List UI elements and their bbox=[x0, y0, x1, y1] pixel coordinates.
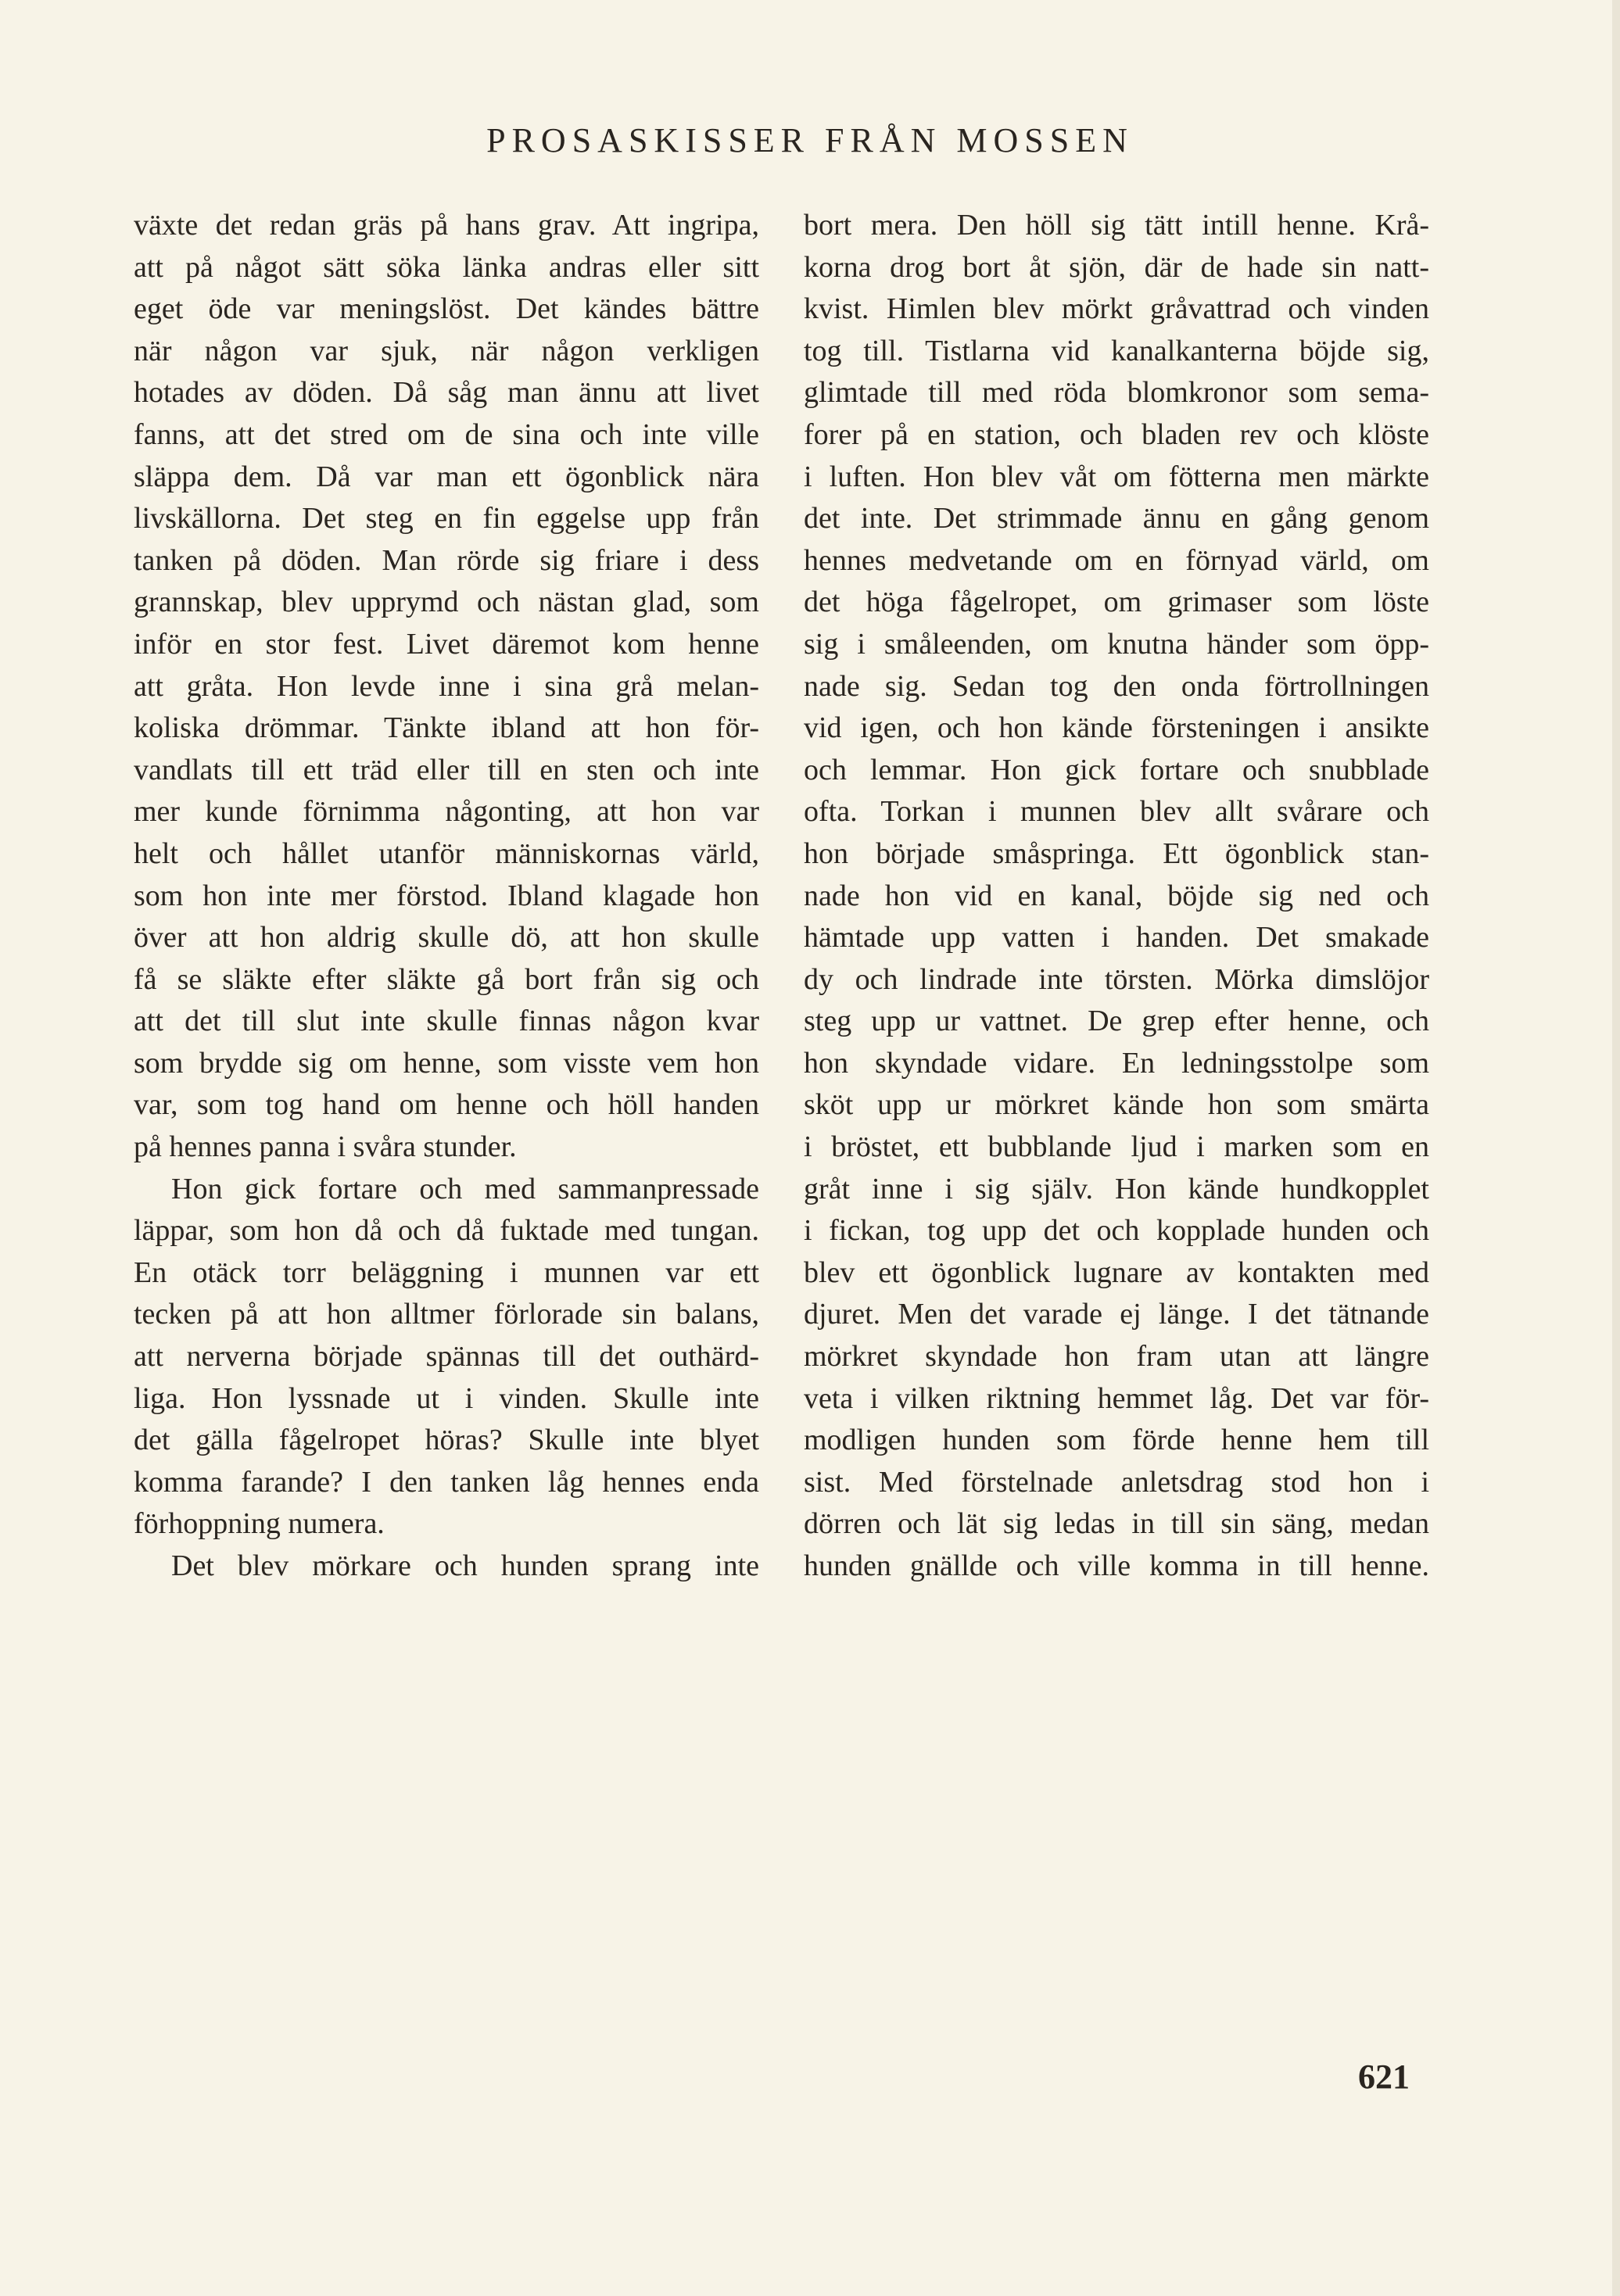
text-line: koliska drömmar. Tänkte ibland att hon för- bbox=[134, 711, 759, 745]
text-line: forer på en station, och bladen rev och klöste bbox=[804, 417, 1429, 451]
text-line: det höga fågelropet, om grimaser som löste bbox=[804, 586, 1429, 619]
text-line: helt och hållet utanför människornas värld, bbox=[134, 836, 759, 870]
text-line: bort mera. Den höll sig tätt intill henne. Krå- bbox=[804, 209, 1429, 242]
text-line: få se släkte efter släkte gå bort från sig och bbox=[134, 962, 759, 996]
text-line: vid igen, och hon kände försteningen i ansikte bbox=[804, 711, 1429, 745]
text-line: släppa dem. Då var man ett ögonblick nära bbox=[134, 460, 759, 493]
text-line: på hennes panna i svåra stunder. bbox=[134, 1130, 517, 1164]
text-line: grannskap, blev upprymd och nästan glad, som bbox=[134, 586, 759, 619]
text-line: glimtade till med röda blomkronor som sema- bbox=[804, 376, 1429, 410]
text-line: tecken på att hon alltmer förlorade sin balans, bbox=[134, 1298, 759, 1331]
text-line: över att hon aldrig skulle dö, att hon skulle bbox=[134, 921, 759, 955]
text-line: nade sig. Sedan tog den onda förtrollningen bbox=[804, 669, 1429, 703]
text-line: livskällorna. Det steg en fin eggelse upp från bbox=[134, 502, 759, 535]
page-number: 621 bbox=[1358, 2058, 1410, 2096]
text-line: gråt inne i sig själv. Hon kände hundkopplet bbox=[804, 1172, 1429, 1205]
text-line: blev ett ögonblick lugnare av kontakten med bbox=[804, 1255, 1429, 1289]
text-line: det inte. Det strimmade ännu en gång genom bbox=[804, 502, 1429, 535]
text-line: i bröstet, ett bubblande ljud i marken som en bbox=[804, 1130, 1429, 1164]
text-line: hennes medvetande om en förnyad värld, om bbox=[804, 543, 1429, 577]
text-line: Hon gick fortare och med sammanpressade bbox=[171, 1172, 759, 1205]
text-line: liga. Hon lyssnade ut i vinden. Skulle inte bbox=[134, 1381, 759, 1415]
text-line: steg upp ur vattnet. De grep efter henne, och bbox=[804, 1005, 1429, 1038]
text-line: att det till slut inte skulle finnas någon kvar bbox=[134, 1005, 759, 1038]
text-line: förhoppning numera. bbox=[134, 1507, 385, 1541]
text-line: när någon var sjuk, när någon verkligen bbox=[134, 334, 759, 367]
text-line: hunden gnällde och ville komma in till henne. bbox=[804, 1549, 1429, 1582]
text-line: komma farande? I den tanken låg hennes enda bbox=[134, 1465, 759, 1499]
text-line: sköt upp ur mörkret kände hon som smärta bbox=[804, 1088, 1429, 1122]
text-line: mer kunde förnimma någonting, att hon var bbox=[134, 795, 759, 829]
text-line: fanns, att det stred om de sina och inte ville bbox=[134, 417, 759, 451]
text-line: växte det redan gräs på hans grav. Att ingripa, bbox=[134, 209, 759, 242]
text-line: att på något sätt söka länka andras eller sitt bbox=[134, 250, 759, 284]
text-line: veta i vilken riktning hemmet låg. Det var för- bbox=[804, 1381, 1429, 1415]
page-edge bbox=[1612, 0, 1620, 2296]
text-line: som brydde sig om henne, som visste vem hon bbox=[134, 1046, 759, 1080]
text-line: läppar, som hon då och då fuktade med tungan. bbox=[134, 1214, 759, 1248]
text-line: kvist. Himlen blev mörkt gråvattrad och vinden bbox=[804, 292, 1429, 326]
text-line: det gälla fågelropet höras? Skulle inte blyet bbox=[134, 1424, 759, 1457]
text-line: sig i småleenden, om knutna händer som öpp- bbox=[804, 627, 1429, 661]
text-line: Det blev mörkare och hunden sprang inte bbox=[171, 1549, 759, 1582]
text-line: som hon inte mer förstod. Ibland klagade hon bbox=[134, 879, 759, 912]
text-line: mörkret skyndade hon fram utan att längre bbox=[804, 1340, 1429, 1374]
text-line: att gråta. Hon levde inne i sina grå melan- bbox=[134, 669, 759, 703]
text-line: sist. Med förstelnade anletsdrag stod hon i bbox=[804, 1465, 1429, 1499]
text-line: korna drog bort åt sjön, där de hade sin natt- bbox=[804, 250, 1429, 284]
text-line: var, som tog hand om henne och höll handen bbox=[134, 1088, 759, 1122]
text-line: eget öde var meningslöst. Det kändes bättre bbox=[134, 292, 759, 326]
text-line: i luften. Hon blev våt om fötterna men märkte bbox=[804, 460, 1429, 493]
text-line: tanken på döden. Man rörde sig friare i dess bbox=[134, 543, 759, 577]
text-line: nade hon vid en kanal, böjde sig ned och bbox=[804, 879, 1429, 912]
text-line: modligen hunden som förde henne hem till bbox=[804, 1424, 1429, 1457]
text-line: dy och lindrade inte törsten. Mörka dimslöjor bbox=[804, 962, 1429, 996]
text-line: i fickan, tog upp det och kopplade hunden och bbox=[804, 1214, 1429, 1248]
text-line: ofta. Torkan i munnen blev allt svårare och bbox=[804, 795, 1429, 829]
text-line: hon skyndade vidare. En ledningsstolpe som bbox=[804, 1046, 1429, 1080]
text-line: tog till. Tistlarna vid kanalkanterna böjde sig, bbox=[804, 334, 1429, 367]
text-line: hon började småspringa. Ett ögonblick stan- bbox=[804, 836, 1429, 870]
text-line: vandlats till ett träd eller till en sten och inte bbox=[134, 753, 759, 786]
text-line: inför en stor fest. Livet däremot kom henne bbox=[134, 627, 759, 661]
text-line: En otäck torr beläggning i munnen var ett bbox=[134, 1255, 759, 1289]
text-line: och lemmar. Hon gick fortare och snubblade bbox=[804, 753, 1429, 786]
text-line: djuret. Men det varade ej länge. I det tätnande bbox=[804, 1298, 1429, 1331]
text-line: att nerverna började spännas till det outhärd- bbox=[134, 1340, 759, 1374]
text-line: dörren och lät sig ledas in till sin säng, medan bbox=[804, 1507, 1429, 1541]
text-line: hotades av döden. Då såg man ännu att livet bbox=[134, 376, 759, 410]
text-line: hämtade upp vatten i handen. Det smakade bbox=[804, 921, 1429, 955]
left-text-column bbox=[134, 205, 759, 1588]
running-head: PROSASKISSER FRÅN MOSSEN bbox=[486, 121, 1134, 159]
right-text-column bbox=[804, 205, 1429, 1588]
